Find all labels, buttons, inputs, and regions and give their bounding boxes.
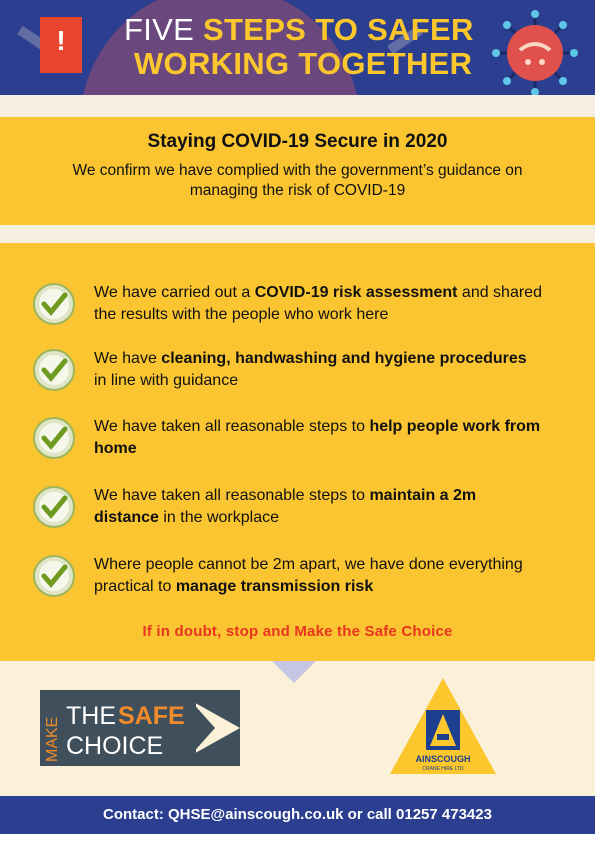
speech-tail [60, 73, 80, 85]
down-arrow-icon [272, 661, 316, 683]
divider-strip-2 [0, 225, 595, 243]
bottom-strip [0, 834, 595, 842]
svg-text:THE: THE [66, 702, 116, 730]
step-text: We have cleaning, handwashing and hygiene procedures in line with guidance [94, 350, 527, 389]
step-text: We have carried out a COVID-19 risk assessment and shared the results with the people who work here [94, 284, 542, 323]
divider-strip [0, 95, 595, 117]
contact-footer [0, 796, 595, 834]
title-line-1: FIVE STEPS TO SAFER [124, 12, 474, 47]
step-text: We have taken all reasonable steps to help people work from home [94, 418, 541, 457]
svg-text:SAFE: SAFE [118, 702, 185, 730]
svg-text:AINSCOUGH: AINSCOUGH [415, 754, 471, 764]
check-icon [32, 416, 76, 460]
intro-text: We confirm we have complied with the government’s guidance on managing the risk of COVID-19 [72, 162, 523, 199]
check-icon [32, 554, 76, 598]
make-the-safe-choice-logo [40, 690, 240, 766]
safe-choice-message: If in doubt, stop and Make the Safe Choice [142, 623, 453, 640]
svg-text:CHOICE: CHOICE [66, 732, 164, 760]
intro-title: Staying COVID-19 Secure in 2020 [147, 131, 448, 152]
title-line-2: WORKING TOGETHER [134, 46, 473, 81]
ainscough-logo [388, 676, 498, 776]
check-icon [32, 348, 76, 392]
header-banner [0, 0, 595, 95]
svg-text:CRANE HIRE LTD: CRANE HIRE LTD [422, 766, 464, 772]
warning-icon: ! [40, 17, 82, 73]
contact-text: Contact: QHSE@ainscough.co.uk or call 01257 473423 [103, 806, 492, 823]
check-icon [32, 485, 76, 529]
virus-icon [490, 8, 580, 95]
step-text: We have taken all reasonable steps to maintain a 2m distance in the workplace [94, 487, 477, 526]
svg-text:MAKE: MAKE [44, 716, 61, 762]
check-icon [32, 282, 76, 326]
step-text: Where people cannot be 2m apart, we have done everything practical to manage transmission risk [94, 556, 523, 595]
